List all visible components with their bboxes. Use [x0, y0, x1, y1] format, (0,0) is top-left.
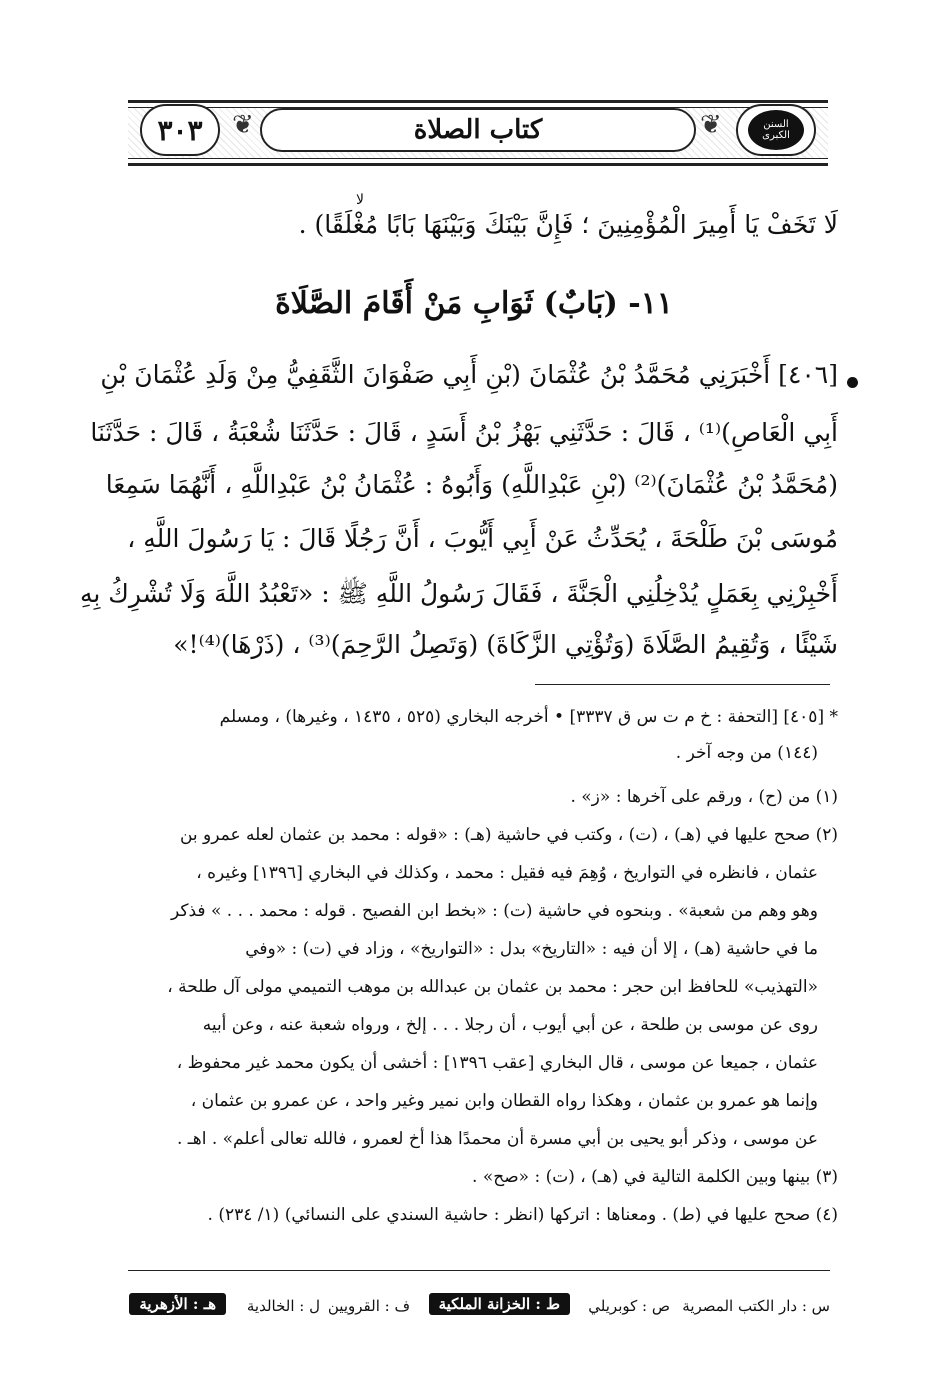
hadith-line: أَخْبِرْنِي بِعَمَلٍ يُدْخِلُنِي الْجَنَّةَ ، فَقَالَ رَسُولُ اللَّهِ ﷺ : «تَعْبُدُ اللَّهَ وَلَا تُشْرِكُ بِهِ [79, 579, 838, 608]
book-seal-icon: السنن الكبرى [748, 110, 804, 150]
footnote-line: (٤) صحح عليها في (ط) . ومعناها : اتركها (انظر : حاشية السندي على النسائي) (١/ ٢٣٤) . [207, 1205, 838, 1225]
footnote-line: عثمان ، فانظره في التواريخ ، وُهِمَ فيه فقيل : محمد ، وكذلك في البخاري [١٣٩٦] وغيره ، [196, 863, 818, 883]
footnote-line: (١٤٤) من وجه آخر . [675, 743, 818, 763]
ornament-left: ❦ [232, 110, 254, 140]
continuation-line: لَا تَخَفْ يَا أَمِيرَ الْمُؤْمِنِينَ ؛ فَإِنَّ بَيْنَكَ وَبَيْنَهَا بَابًا مُغْلَقًا) . [298, 210, 838, 239]
footnote-line: «التهذيب» للحافظ ابن حجر : محمد بن عثمان بن عبدالله بن موهب التميمي مولى آل طلحة ، [167, 977, 818, 997]
footnote-line: عثمان ، جميعا عن موسى ، قال البخاري [عقب ١٣٩٦] : أخشى أن يكون محمد غير محفوظ ، [176, 1053, 818, 1073]
hadith-line: شَيْئًا ، وَتُقِيمُ الصَّلَاةَ (وَتُؤْتِي الزَّكَاةَ) (وَتَصِلُ الرَّحِمَ)⁽³⁾ ، (ذَرْهَا)⁽⁴⁾!» [173, 630, 838, 659]
legend-item: ف : القرويين [327, 1297, 410, 1315]
footnote-line: وإنما هو عمرو بن عثمان ، وهكذا رواه القطان وابن نمير وغير واحد ، عن عمرو بن عثمان ، [190, 1091, 818, 1111]
marginal-note: لا [356, 192, 364, 208]
book-seal-badge [736, 104, 816, 156]
footnote-line: ما في حاشية (هـ) ، إلا أن فيه : «التاريخ» بدل : «التواريخ» ، وزاد في (ت) : «وفي [245, 939, 818, 959]
footnote-line: روى عن موسى بن طلحة ، عن أبي أيوب ، أن رجلا . . . إلخ ، ورواه شعبة عنه ، وعن أبيه [202, 1015, 818, 1035]
footnote-line: (٢) صحح عليها في (هـ) ، (ت) ، وكتب في حاشية (هـ) : «قوله : محمد بن عثمان لعله عمرو بن [179, 825, 838, 845]
footnote-line: (٣) بينها وبين الكلمة التالية في (هـ) ، (ت) : «صح» . [472, 1167, 838, 1187]
ornament-right: ❦ [700, 110, 722, 140]
legend-item: ل : الخالدية [246, 1297, 320, 1315]
running-title-box [260, 108, 696, 152]
page-number: ٣٠٣ [157, 113, 203, 147]
hadith-line: (مُحَمَّدُ بْنُ عُثْمَانَ)⁽²⁾ (بْنِ عَبْدِاللَّهِ) وَأَبُوهُ : عُثْمَانُ بْنُ عَبْدِاللَّهِ ، أَنَّهُمَا سَمِعَا [105, 470, 838, 499]
footnote-line: (١) من (ح) ، ورقم على آخرها : «ز» . [570, 787, 838, 807]
legend-item: س : دار الكتب المصرية [682, 1297, 830, 1315]
hadith-line: أَبِي الْعَاصِ)⁽¹⁾ ، قَالَ : حَدَّثَنِي بَهْزُ بْنُ أَسَدٍ ، قَالَ : حَدَّثَنَا شُعْبَةُ ، قَالَ : حَدَّثَنَا [90, 418, 838, 447]
page-number-badge [140, 104, 220, 156]
legend-item: هـ : الأزهرية [129, 1293, 226, 1315]
bullet-icon [847, 377, 858, 388]
legend-item: ص : كوبريلي [588, 1297, 670, 1315]
legend-rule [128, 1270, 830, 1271]
running-title: كتاب الصلاة [413, 115, 543, 145]
footnote-line: * [٤٠٥] [التحفة : خ م ت س ق ٣٣٣٧] • أخرجه البخاري (٥٢٥ ، ١٤٣٥ ، وغيرها) ، ومسلم [219, 707, 838, 727]
footnote-separator [535, 684, 830, 685]
chapter-heading: ١١- (بَابٌ) ثَوَابِ مَنْ أَقَامَ الصَّلَاةَ [275, 286, 673, 321]
hadith-line: مُوسَى بْنَ طَلْحَةَ ، يُحَدِّثُ عَنْ أَبِي أَيُّوبَ ، أَنَّ رَجُلًا قَالَ : يَا رَسُولَ اللَّهِ ، [127, 524, 838, 553]
hadith-line: [٤٠٦] أَخْبَرَنِي مُحَمَّدُ بْنُ عُثْمَانَ (بْنِ أَبِي صَفْوَانَ الثَّقَفِيُّ مِنْ وَلَدِ عُثْمَانَ بْنِ [100, 360, 838, 389]
legend-item: ط : الخزانة الملكية [429, 1293, 570, 1315]
footnote-line: عن موسى ، وذكر أبو يحيى بن أبي مسرة أن محمدًا هذا أخ لعمرو ، فالله تعالى أعلم» . اهـ . [176, 1129, 818, 1149]
footnote-line: وهو وهم من شعبة» . وبنحوه في حاشية (ت) : «بخط ابن الفصيح . قوله : محمد . . . » فذكر [171, 901, 818, 921]
